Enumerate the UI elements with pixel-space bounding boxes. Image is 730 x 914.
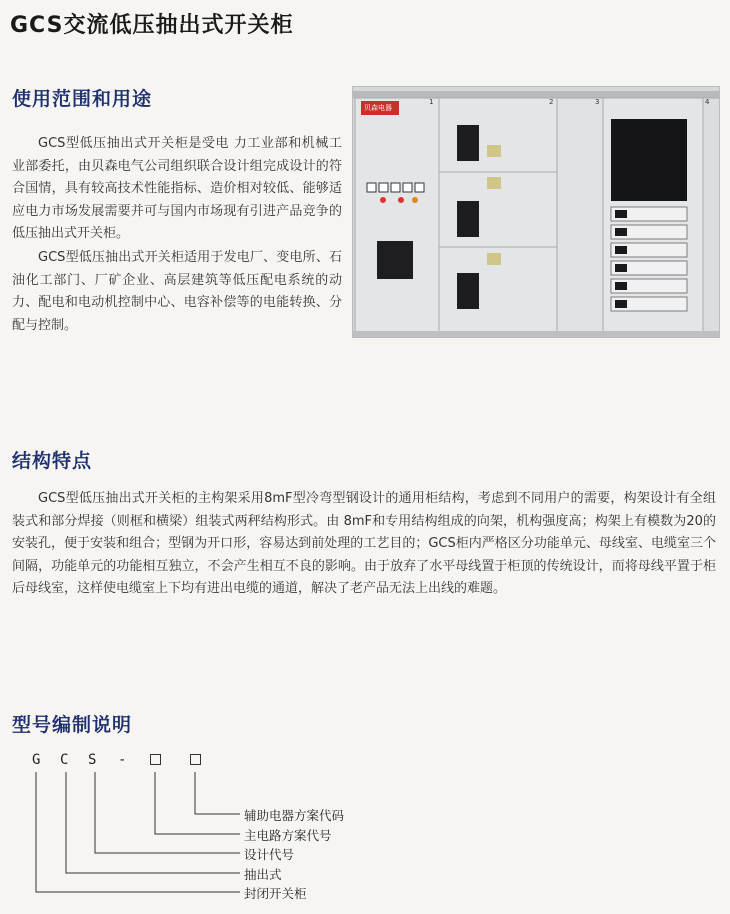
photo-logo-text: 贝森电器 bbox=[364, 104, 392, 112]
section-heading-model: 型号编制说明 bbox=[12, 714, 133, 736]
cabinet-number-3: 3 bbox=[595, 98, 600, 106]
code-char-dash: - bbox=[118, 752, 127, 768]
legend-aux-code: 辅助电器方案代码 bbox=[244, 808, 345, 823]
legend-enclosed: 封闭开关柜 bbox=[244, 886, 307, 901]
legend-drawout: 抽出式 bbox=[244, 867, 282, 882]
code-char-c: C bbox=[60, 752, 69, 768]
usage-paragraph-2: GCS型低压抽出式开关柜适用于发电厂、变电所、石油化工部门、厂矿企业、高层建筑等低压配电系统的动力、配电和电动机控制中心、电容补偿等的电能转换、分配与控制。 bbox=[12, 250, 342, 333]
usage-paragraph-1: GCS型低压抽出式开关柜是受电 力工业部和机械工业部委托，由贝森电气公司组织联合设计组完成设计的符合国情，具有较高技术性能指标、造价相对较低、能够适应电力市场发展需要并可与国内市场现有引进产品竞争的低压抽出式开关柜。 bbox=[12, 136, 342, 241]
structure-paragraph: GCS型低压抽出式开关柜的主构架采用8mF型冷弯型钢设计的通用柜结构，考虑到不同用户的需要，构架设计有全组装式和部分焊接（则框和横梁）组装式两秤结构形式。由 8mF和专用结构组成的向架，机构强度高；构架上有模数为20的安装孔，便于安装和组合；型钢为开口形，容易达到前处理的工艺目的；GCS柜内严格区分功能单元、母线室、电缆室三个间隔，功能单元的功能相互独立，不会产生相互不良的影响。由于放弃了水平母线置于柜顶的传统设计，而将母线平置于柜后母线室，这样使电缆室上下均有进出电缆的通道，解决了老产品无法上出线的难题。 bbox=[12, 491, 716, 596]
cabinet-number-1: 1 bbox=[429, 98, 434, 106]
page-title: GCS交流低压抽出式开关柜 bbox=[10, 13, 294, 38]
cabinet-number-2: 2 bbox=[549, 98, 554, 106]
legend-design-code: 设计代号 bbox=[244, 847, 295, 862]
code-char-s: S bbox=[88, 752, 97, 768]
code-char-g: G bbox=[32, 752, 41, 768]
cabinet-number-4: 4 bbox=[705, 98, 710, 106]
section-heading-structure: 结构特点 bbox=[12, 450, 93, 472]
legend-main-circuit: 主电路方案代号 bbox=[244, 828, 332, 843]
section-heading-usage: 使用范围和用途 bbox=[12, 88, 153, 110]
